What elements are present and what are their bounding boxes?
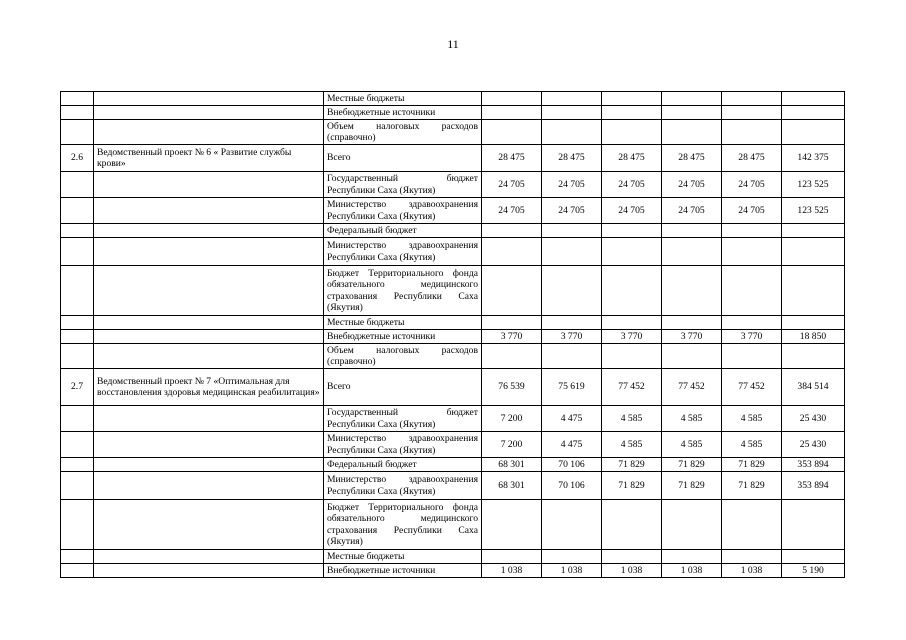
year-value-cell: 24 705 [662, 172, 722, 198]
year-value-cell: 70 106 [542, 458, 602, 472]
total-value-cell [782, 500, 845, 550]
year-value-cell: 77 452 [722, 369, 782, 406]
year-value-cell [602, 224, 662, 238]
year-value-cell [602, 106, 662, 120]
row-number-cell: 2.6 [61, 145, 94, 172]
row-number-cell [61, 92, 94, 106]
table-row [61, 432, 845, 458]
year-value-cell [602, 120, 662, 145]
year-value-cell: 1 038 [482, 564, 542, 578]
table-row [61, 120, 845, 145]
table-row [61, 330, 845, 344]
table-row [61, 198, 845, 224]
project-name-cell [94, 344, 324, 369]
total-value-cell [782, 106, 845, 120]
total-value-cell [782, 316, 845, 330]
funding-source-cell: Министерство здравоохранения Республики Саха (Якутия) [324, 238, 482, 266]
year-value-cell: 71 829 [602, 458, 662, 472]
year-value-cell [482, 92, 542, 106]
project-name-cell [94, 406, 324, 432]
year-value-cell: 71 829 [662, 458, 722, 472]
year-value-cell: 76 539 [482, 369, 542, 406]
funding-source-cell: Бюджет Территориального фонда обязательного медицинского страхования Республики Саха (Якутия) [324, 266, 482, 316]
funding-source-cell: Местные бюджеты [324, 92, 482, 106]
table-row [61, 458, 845, 472]
year-value-cell [602, 500, 662, 550]
row-number-cell [61, 266, 94, 316]
total-value-cell [782, 266, 845, 316]
row-number-cell: 2.7 [61, 369, 94, 406]
total-value-cell [782, 238, 845, 266]
row-number-cell [61, 458, 94, 472]
year-value-cell: 4 585 [722, 406, 782, 432]
year-value-cell: 24 705 [662, 198, 722, 224]
total-value-cell [782, 344, 845, 369]
year-value-cell [542, 550, 602, 564]
table-row [61, 472, 845, 500]
year-value-cell: 70 106 [542, 472, 602, 500]
year-value-cell: 71 829 [662, 472, 722, 500]
funding-source-cell: Объем налоговых расходов (справочно) [324, 120, 482, 145]
year-value-cell: 4 585 [722, 432, 782, 458]
project-name-cell [94, 266, 324, 316]
table-row [61, 500, 845, 550]
table-row [61, 369, 845, 406]
year-value-cell [542, 92, 602, 106]
year-value-cell [482, 344, 542, 369]
year-value-cell [722, 316, 782, 330]
year-value-cell: 77 452 [662, 369, 722, 406]
year-value-cell [722, 238, 782, 266]
year-value-cell [662, 120, 722, 145]
year-value-cell [482, 106, 542, 120]
year-value-cell: 24 705 [722, 198, 782, 224]
total-value-cell: 123 525 [782, 172, 845, 198]
row-number-cell [61, 316, 94, 330]
page-number: 11 [447, 37, 459, 51]
table-row [61, 145, 845, 172]
year-value-cell [482, 550, 542, 564]
funding-source-cell: Местные бюджеты [324, 316, 482, 330]
funding-source-cell: Внебюджетные источники [324, 106, 482, 120]
year-value-cell [722, 120, 782, 145]
table-row [61, 238, 845, 266]
total-value-cell: 353 894 [782, 472, 845, 500]
year-value-cell [542, 344, 602, 369]
total-value-cell [782, 224, 845, 238]
project-name-cell [94, 92, 324, 106]
project-name-cell [94, 120, 324, 145]
year-value-cell [602, 266, 662, 316]
year-value-cell: 3 770 [542, 330, 602, 344]
row-number-cell [61, 344, 94, 369]
total-value-cell: 384 514 [782, 369, 845, 406]
year-value-cell: 77 452 [602, 369, 662, 406]
total-value-cell: 25 430 [782, 432, 845, 458]
year-value-cell: 24 705 [542, 198, 602, 224]
table-row [61, 406, 845, 432]
table-row [61, 92, 845, 106]
row-number-cell [61, 330, 94, 344]
year-value-cell: 3 770 [722, 330, 782, 344]
project-name-cell [94, 458, 324, 472]
total-value-cell: 142 375 [782, 145, 845, 172]
total-value-cell: 25 430 [782, 406, 845, 432]
year-value-cell [542, 238, 602, 266]
year-value-cell [602, 238, 662, 266]
total-value-cell: 18 850 [782, 330, 845, 344]
year-value-cell: 24 705 [542, 172, 602, 198]
project-name-cell: Ведомственный проект № 7 «Оптимальная для восстановления здоровья медицинская реабилитация» [94, 369, 324, 406]
year-value-cell: 68 301 [482, 472, 542, 500]
year-value-cell [542, 316, 602, 330]
project-name-cell [94, 472, 324, 500]
funding-source-cell: Министерство здравоохранения Республики Саха (Якутия) [324, 198, 482, 224]
year-value-cell [542, 224, 602, 238]
table-row [61, 550, 845, 564]
funding-source-cell: Всего [324, 145, 482, 172]
year-value-cell [662, 224, 722, 238]
year-value-cell [602, 344, 662, 369]
year-value-cell [482, 266, 542, 316]
year-value-cell: 1 038 [542, 564, 602, 578]
year-value-cell: 7 200 [482, 432, 542, 458]
year-value-cell [542, 120, 602, 145]
table-row [61, 106, 845, 120]
row-number-cell [61, 564, 94, 578]
row-number-cell [61, 472, 94, 500]
year-value-cell: 68 301 [482, 458, 542, 472]
year-value-cell [482, 316, 542, 330]
row-number-cell [61, 550, 94, 564]
year-value-cell: 4 585 [662, 432, 722, 458]
row-number-cell [61, 432, 94, 458]
year-value-cell: 4 585 [602, 432, 662, 458]
project-name-cell [94, 238, 324, 266]
year-value-cell [662, 238, 722, 266]
year-value-cell [662, 500, 722, 550]
year-value-cell [482, 500, 542, 550]
year-value-cell: 1 038 [602, 564, 662, 578]
project-name-cell [94, 432, 324, 458]
year-value-cell: 71 829 [602, 472, 662, 500]
row-number-cell [61, 198, 94, 224]
row-number-cell [61, 238, 94, 266]
year-value-cell [662, 106, 722, 120]
year-value-cell: 1 038 [722, 564, 782, 578]
row-number-cell [61, 224, 94, 238]
project-name-cell [94, 500, 324, 550]
year-value-cell [482, 238, 542, 266]
year-value-cell [722, 550, 782, 564]
funding-source-cell: Министерство здравоохранения Республики Саха (Якутия) [324, 432, 482, 458]
year-value-cell: 4 585 [662, 406, 722, 432]
funding-source-cell: Бюджет Территориального фонда обязательного медицинского страхования Республики Саха (Якутия) [324, 500, 482, 550]
year-value-cell: 28 475 [602, 145, 662, 172]
year-value-cell: 75 619 [542, 369, 602, 406]
year-value-cell [662, 92, 722, 106]
budget-table [60, 91, 845, 578]
year-value-cell [542, 106, 602, 120]
year-value-cell: 24 705 [722, 172, 782, 198]
year-value-cell: 24 705 [482, 172, 542, 198]
year-value-cell: 28 475 [482, 145, 542, 172]
year-value-cell: 1 038 [662, 564, 722, 578]
table-row [61, 344, 845, 369]
project-name-cell [94, 172, 324, 198]
year-value-cell [602, 550, 662, 564]
year-value-cell [722, 92, 782, 106]
year-value-cell [602, 316, 662, 330]
year-value-cell [482, 224, 542, 238]
project-name-cell [94, 106, 324, 120]
year-value-cell: 4 475 [542, 432, 602, 458]
year-value-cell [722, 344, 782, 369]
funding-source-cell: Всего [324, 369, 482, 406]
year-value-cell: 4 585 [602, 406, 662, 432]
funding-source-cell: Министерство здравоохранения Республики Саха (Якутия) [324, 472, 482, 500]
year-value-cell [662, 344, 722, 369]
funding-source-cell: Внебюджетные источники [324, 330, 482, 344]
year-value-cell: 24 705 [602, 198, 662, 224]
year-value-cell: 28 475 [542, 145, 602, 172]
year-value-cell: 3 770 [662, 330, 722, 344]
row-number-cell [61, 120, 94, 145]
total-value-cell [782, 92, 845, 106]
project-name-cell [94, 550, 324, 564]
total-value-cell: 123 525 [782, 198, 845, 224]
row-number-cell [61, 500, 94, 550]
row-number-cell [61, 106, 94, 120]
funding-source-cell: Государственный бюджет Республики Саха (Якутия) [324, 406, 482, 432]
project-name-cell [94, 316, 324, 330]
project-name-cell [94, 224, 324, 238]
year-value-cell: 71 829 [722, 472, 782, 500]
year-value-cell: 3 770 [602, 330, 662, 344]
project-name-cell [94, 330, 324, 344]
table-row [61, 172, 845, 198]
funding-source-cell: Внебюджетные источники [324, 564, 482, 578]
total-value-cell: 353 894 [782, 458, 845, 472]
year-value-cell: 71 829 [722, 458, 782, 472]
total-value-cell: 5 190 [782, 564, 845, 578]
project-name-cell [94, 564, 324, 578]
row-number-cell [61, 172, 94, 198]
year-value-cell: 28 475 [722, 145, 782, 172]
year-value-cell [662, 316, 722, 330]
year-value-cell: 3 770 [482, 330, 542, 344]
year-value-cell [602, 92, 662, 106]
year-value-cell [542, 500, 602, 550]
funding-source-cell: Федеральный бюджет [324, 224, 482, 238]
year-value-cell [662, 550, 722, 564]
funding-source-cell: Местные бюджеты [324, 550, 482, 564]
funding-source-cell: Государственный бюджет Республики Саха (Якутия) [324, 172, 482, 198]
funding-source-cell: Объем налоговых расходов (справочно) [324, 344, 482, 369]
project-name-cell: Ведомственный проект № 6 « Развитие службы крови» [94, 145, 324, 172]
table-row [61, 316, 845, 330]
total-value-cell [782, 550, 845, 564]
year-value-cell: 28 475 [662, 145, 722, 172]
year-value-cell: 7 200 [482, 406, 542, 432]
year-value-cell [722, 266, 782, 316]
year-value-cell [722, 224, 782, 238]
year-value-cell [482, 120, 542, 145]
table-row [61, 564, 845, 578]
table-row [61, 266, 845, 316]
year-value-cell [722, 500, 782, 550]
year-value-cell [722, 106, 782, 120]
total-value-cell [782, 120, 845, 145]
year-value-cell: 24 705 [602, 172, 662, 198]
year-value-cell [662, 266, 722, 316]
funding-source-cell: Федеральный бюджет [324, 458, 482, 472]
project-name-cell [94, 198, 324, 224]
row-number-cell [61, 406, 94, 432]
year-value-cell [542, 266, 602, 316]
year-value-cell: 24 705 [482, 198, 542, 224]
table-row [61, 224, 845, 238]
year-value-cell: 4 475 [542, 406, 602, 432]
